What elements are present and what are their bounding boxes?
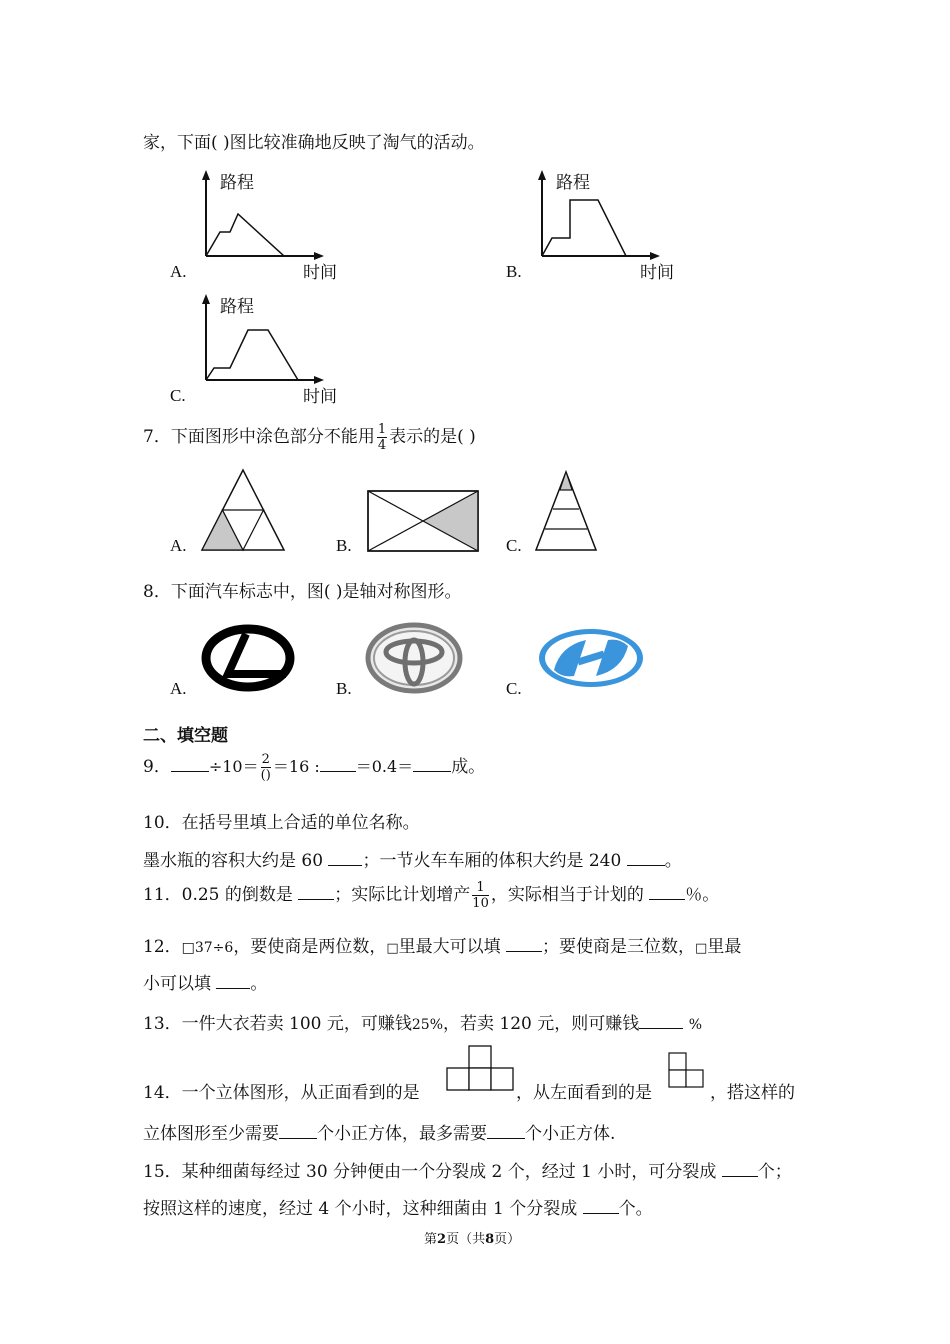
q15-text-l1a: 15．某种细菌每经过 30 分钟便由一个分裂成 2 个，经过 1 小时，可分裂成 (143, 1162, 717, 1182)
q14-text-a: 14．一个立体图形，从正面看到的是 (143, 1083, 420, 1103)
graph-b-y-label: 路程 (556, 173, 590, 193)
q12-text-h: 里最 (707, 937, 742, 957)
q10-line2 (143, 846, 682, 871)
q9-blank-3[interactable] (413, 771, 451, 772)
q13-text-a: 13．一件大衣若卖 100 元，可赚钱 (143, 1014, 412, 1034)
option-8c: C. (506, 679, 522, 698)
q8-question: 8．下面汽车标志中，图( )是轴对称图形。 (143, 582, 462, 602)
q14-text-l2b: 个小正方体，最多需要 (317, 1124, 487, 1144)
q11-text-a: 11．0.25 的倒数是 (143, 885, 293, 905)
q6-intro: 家，下面( )图比较准确地反映了淘气的活动。 (143, 133, 485, 153)
q9-part3: ＝0.4＝ (355, 757, 414, 776)
q9-blank-1[interactable] (171, 771, 209, 772)
q9-fraction (261, 752, 271, 783)
q13-percent: 25% (411, 1017, 444, 1033)
footer-text-a: 第 (424, 1232, 438, 1247)
graph-a-y-label: 路程 (220, 173, 254, 193)
q7-question (143, 422, 476, 453)
q15-text-l2b: 个。 (618, 1199, 653, 1219)
q10-text-b: ；一节火车车厢的体积大约是 240 (362, 851, 622, 871)
lexus-logo-icon (200, 624, 300, 694)
graph-b-x-label: 时间 (640, 263, 674, 283)
q15-blank-1[interactable] (722, 1176, 758, 1177)
q7-frac-num: 1 (377, 422, 387, 437)
q11-blank-1[interactable] (298, 899, 334, 900)
q10-blank-1[interactable] (328, 865, 362, 866)
q14-text-l2c: 个小正方体. (525, 1124, 616, 1144)
q11-frac-den: 10 (472, 896, 489, 911)
q10-text-a: 墨水瓶的容积大约是 60 (143, 851, 324, 871)
q14-blank-2[interactable] (487, 1138, 525, 1139)
q14-text-b: ，从左面看到的是 (516, 1083, 652, 1103)
q12-num: 12． (143, 937, 182, 957)
q13-text-c: ，若卖 120 元，则可赚钱 (443, 1014, 640, 1034)
option-6c: C. (170, 386, 186, 405)
front-view-figure (446, 1044, 516, 1094)
q10-blank-2[interactable] (627, 865, 665, 866)
q12-box-2: □ (695, 941, 708, 956)
q15-line2 (143, 1194, 653, 1219)
q15-blank-2[interactable] (583, 1213, 619, 1214)
q7-fraction (377, 422, 387, 453)
q14-line2 (143, 1119, 615, 1144)
figure-7a-triangle (198, 466, 298, 556)
q12-expression: □37÷6 (181, 940, 234, 956)
q12-text-e: 里最大可以填 (398, 937, 501, 957)
q9-blank-2[interactable] (320, 771, 356, 772)
figure-7c-triangle (532, 466, 602, 556)
q9-part2: ＝16 : (272, 757, 320, 776)
page-footer (424, 1228, 520, 1247)
section-title: 二、填空题 (143, 726, 228, 746)
graph-c-x-label: 时间 (303, 387, 337, 407)
q7-frac-den: 4 (377, 438, 387, 453)
q13-text-d: % (688, 1017, 702, 1033)
option-7b: B. (336, 536, 352, 555)
q9-part1: ÷10＝ (208, 757, 259, 776)
q11-text-b: ；实际比计划增产 (334, 885, 471, 905)
option-7a: A. (170, 536, 187, 555)
q12-text-c: ，要使商是两位数， (233, 937, 387, 957)
q11-text-d: ％。 (685, 885, 720, 905)
toyota-logo-icon (364, 620, 474, 700)
q14-text-l2a: 立体图形至少需要 (143, 1124, 279, 1144)
q11-question (143, 880, 719, 911)
q15-text-l1b: 个； (757, 1162, 792, 1182)
q14-text-c: ，搭这样的 (710, 1083, 795, 1103)
option-6a: A. (170, 262, 187, 281)
q15-line1 (143, 1157, 792, 1182)
q11-frac-num: 1 (472, 880, 489, 896)
q15-text-l2a: 按照这样的速度，经过 4 个小时，这种细菌由 1 个分裂成 (143, 1199, 578, 1219)
q9-question (143, 752, 485, 783)
q14-blank-1[interactable] (279, 1138, 317, 1139)
footer-text-c: 页） (494, 1232, 521, 1247)
q12-line2 (143, 969, 267, 994)
left-view-figure (668, 1052, 708, 1092)
q7-prefix: 7．下面图形中涂色部分不能用 (143, 427, 375, 447)
q13-question (143, 1009, 702, 1034)
hyundai-logo-icon (538, 626, 648, 696)
option-6b: B. (506, 262, 522, 281)
footer-page-number: 2 (437, 1232, 447, 1247)
graph-c-y-label: 路程 (220, 297, 254, 317)
q9-frac-den: () (260, 768, 271, 783)
q9-frac-num: 2 (261, 752, 270, 767)
q11-blank-2[interactable] (649, 899, 685, 900)
q11-fraction (472, 880, 489, 911)
option-7c: C. (506, 536, 522, 555)
q9-prefix: 9． (143, 757, 171, 777)
q12-blank-1[interactable] (506, 951, 542, 952)
q12-line1 (143, 932, 741, 957)
q12-box-1: □ (386, 941, 399, 956)
q10-text-c: 。 (664, 851, 682, 871)
q12-blank-2[interactable] (216, 988, 250, 989)
footer-text-b: 页（共 (446, 1232, 486, 1247)
option-8a: A. (170, 679, 187, 698)
q12-text-l2a: 小可以填 (143, 974, 211, 994)
option-8b: B. (336, 679, 352, 698)
q12-text-f: ；要使商是三位数， (542, 937, 696, 957)
graph-a-x-label: 时间 (303, 263, 337, 283)
q13-blank[interactable] (639, 1028, 683, 1029)
footer-total-pages: 8 (485, 1232, 495, 1247)
q7-suffix: 表示的是( ) (389, 427, 476, 447)
figure-7b-rectangle (364, 488, 484, 558)
q12-text-l2b: 。 (250, 974, 268, 994)
q9-suffix: 成。 (451, 757, 486, 777)
q10-line1: 10．在括号里填上合适的单位名称。 (143, 813, 420, 833)
q11-text-c: ，实际相当于计划的 (490, 885, 644, 905)
